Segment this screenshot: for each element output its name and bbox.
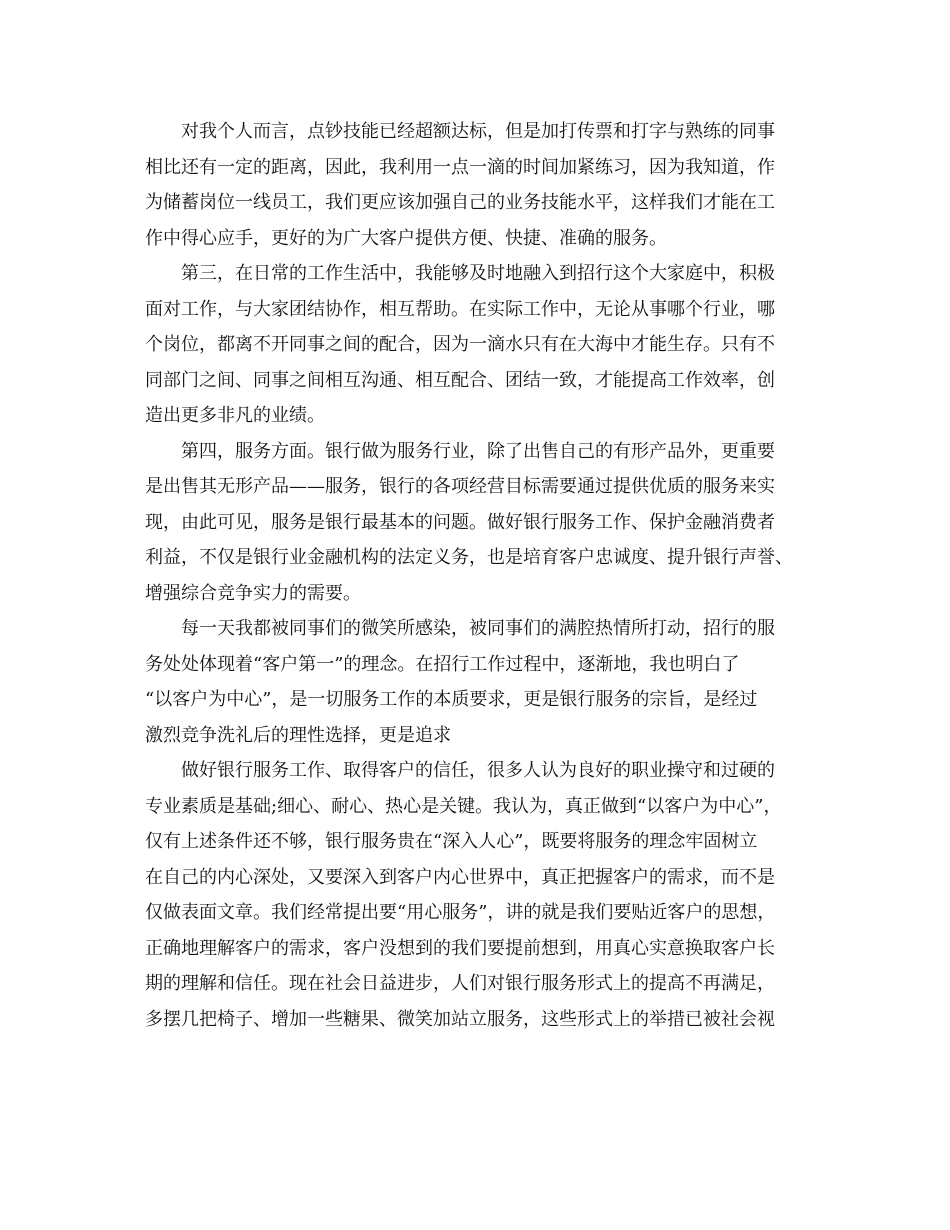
- text-line: 在自己的内心深处，又要深入到客户内心世界中，真正把握客户的需求，而不是: [145, 866, 775, 888]
- text-line: 期的理解和信任。现在社会日益进步，人们对银行服务形式上的提高不再满足，: [145, 973, 775, 994]
- paragraph: [145, 753, 820, 1037]
- paragraph: [145, 114, 820, 256]
- text-line: 个岗位，都离不开同事之间的配合，因为一滴水只有在大海中才能生存。只有不: [145, 334, 775, 355]
- text-line: 是出售其无形产品——服务，银行的各项经营目标需要通过提供优质的服务来实: [145, 476, 775, 497]
- text-line: “以客户为中心”，是一切服务工作的本质要求，更是银行服务的宗旨，是经过: [145, 689, 758, 710]
- document-body: [145, 114, 820, 1037]
- text-line: 同部门之间、同事之间相互沟通、相互配合、团结一致，才能提高工作效率，创: [145, 369, 775, 391]
- paragraph: [145, 256, 820, 434]
- text-line: 多摆几把椅子、增加一些糖果、微笑加站立服务，这些形式上的举措已被社会视: [145, 1008, 775, 1030]
- text-line: 做好银行服务工作、取得客户的信任，很多人认为良好的职业操守和过硬的: [145, 760, 775, 781]
- text-line: 为储蓄岗位一线员工，我们更应该加强自己的业务技能水平，这样我们才能在工: [145, 192, 775, 213]
- text-line: 专业素质是基础;细心、耐心、热心是关键。我认为，真正做到“以客户为中心”，: [145, 795, 782, 817]
- text-line: 现，由此可见，服务是银行最基本的问题。做好银行服务工作、保护金融消费者: [145, 511, 775, 533]
- text-line: 每一天我都被同事们的微笑所感染，被同事们的满腔热情所打动，招行的服: [145, 618, 775, 639]
- text-line: 利益，不仅是银行业金融机构的法定义务，也是培育客户忠诚度、提升银行声誉、: [145, 547, 793, 568]
- text-line: 作中得心应手，更好的为广大客户提供方便、快捷、准确的服务。: [145, 227, 667, 249]
- text-line: 对我个人而言，点钞技能已经超额达标，但是加打传票和打字与熟练的同事: [145, 121, 775, 142]
- text-line: 仅做表面文章。我们经常提出要“用心服务”，讲的就是我们要贴近客户的思想，: [145, 902, 776, 923]
- text-line: 正确地理解客户的需求，客户没想到的我们要提前想到，用真心实意换取客户长: [145, 937, 775, 959]
- paragraph: [145, 611, 820, 753]
- text-line: 第四，服务方面。银行做为服务行业，除了出售自己的有形产品外，更重要: [145, 440, 775, 462]
- text-line: 第三，在日常的工作生活中，我能够及时地融入到招行这个大家庭中，积极: [145, 263, 775, 284]
- text-line: 面对工作，与大家团结协作，相互帮助。在实际工作中，无论从事哪个行业，哪: [145, 298, 775, 320]
- text-line: 相比还有一定的距离，因此，我利用一点一滴的时间加紧练习，因为我知道，作: [145, 156, 775, 178]
- paragraph: [145, 434, 820, 612]
- text-line: 仅有上述条件还不够，银行服务贵在“深入人心”，既要将服务的理念牢固树立: [145, 831, 758, 852]
- text-line: 增强综合竞争实力的需要。: [145, 582, 361, 604]
- text-line: 务处处体现着“客户第一”的理念。在招行工作过程中，逐渐地，我也明白了: [145, 653, 740, 675]
- text-line: 激烈竞争洗礼后的理性选择，更是追求: [145, 724, 451, 746]
- text-line: 造出更多非凡的业绩。: [145, 405, 325, 426]
